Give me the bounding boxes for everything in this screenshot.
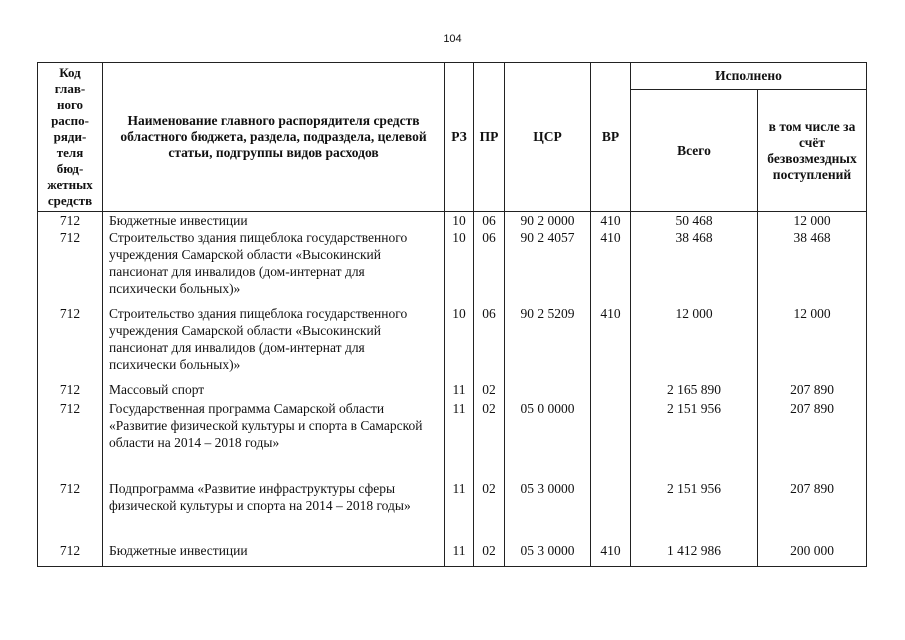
cell-total: 50 468: [631, 212, 758, 230]
cell-csr: 05 3 0000: [505, 542, 591, 566]
cell-rz: 10: [445, 212, 474, 230]
cell-free: 207 890: [758, 400, 867, 480]
cell-pr: 02: [474, 400, 505, 480]
cell-total: 2 151 956: [631, 400, 758, 480]
table-row: [38, 305, 867, 381]
cell-vr: [591, 400, 631, 480]
header-executed: Исполнено: [631, 63, 867, 90]
cell-free: 207 890: [758, 480, 867, 542]
cell-vr: 410: [591, 229, 631, 305]
header-csr: ЦСР: [505, 63, 591, 212]
table-header: [38, 63, 867, 212]
table-row: [38, 542, 867, 566]
table-row: [38, 381, 867, 400]
cell-free: 207 890: [758, 381, 867, 400]
cell-pr: 06: [474, 305, 505, 381]
cell-csr: [505, 381, 591, 400]
cell-csr: 90 2 4057: [505, 229, 591, 305]
cell-vr: [591, 381, 631, 400]
cell-name: Строительство здания пищеблока государственного учреждения Самарской области «Высокинский пансионат для инвалидов (дом-интернат для психически больных)»: [103, 229, 445, 305]
cell-name: Бюджетные инвестиции: [103, 542, 445, 566]
cell-csr: 05 0 0000: [505, 400, 591, 480]
cell-code: 712: [38, 212, 103, 230]
cell-rz: 11: [445, 542, 474, 566]
cell-rz: 10: [445, 229, 474, 305]
cell-code: 712: [38, 542, 103, 566]
cell-rz: 11: [445, 480, 474, 542]
cell-total: 2 165 890: [631, 381, 758, 400]
table-row: [38, 480, 867, 542]
cell-name: Подпрограмма «Развитие инфраструктуры сферы физической культуры и спорта на 2014 – 2018 годы»: [103, 480, 445, 542]
header-pr: ПР: [474, 63, 505, 212]
cell-rz: 10: [445, 305, 474, 381]
cell-rz: 11: [445, 400, 474, 480]
cell-csr: 90 2 5209: [505, 305, 591, 381]
cell-total: 12 000: [631, 305, 758, 381]
cell-total: 2 151 956: [631, 480, 758, 542]
cell-code: 712: [38, 381, 103, 400]
cell-name: Строительство здания пищеблока государственного учреждения Самарской области «Высокинский пансионат для инвалидов (дом-интернат для психически больных)»: [103, 305, 445, 381]
cell-total: 1 412 986: [631, 542, 758, 566]
cell-free: 12 000: [758, 212, 867, 230]
cell-pr: 02: [474, 480, 505, 542]
header-total: Всего: [631, 90, 758, 212]
cell-name: Государственная программа Самарской области «Развитие физической культуры и спорта в Самарской области на 2014 – 2018 годы»: [103, 400, 445, 480]
cell-pr: 02: [474, 381, 505, 400]
cell-free: 200 000: [758, 542, 867, 566]
cell-rz: 11: [445, 381, 474, 400]
cell-vr: 410: [591, 542, 631, 566]
cell-free: 38 468: [758, 229, 867, 305]
cell-total: 38 468: [631, 229, 758, 305]
cell-name: Бюджетные инвестиции: [103, 212, 445, 230]
header-name: Наименование главного распорядителя средств областного бюджета, раздела, подраздела, целевой статьи, подгруппы видов расходов: [103, 63, 445, 212]
cell-code: 712: [38, 480, 103, 542]
cell-code: 712: [38, 305, 103, 381]
cell-pr: 06: [474, 229, 505, 305]
table-row: [38, 400, 867, 480]
cell-vr: 410: [591, 212, 631, 230]
table-row: [38, 229, 867, 305]
table-row: [38, 212, 867, 230]
cell-csr: 05 3 0000: [505, 480, 591, 542]
header-rz: РЗ: [445, 63, 474, 212]
table-body: [38, 212, 867, 567]
header-including-free: в том числе за счёт безвозмездных поступлений: [758, 90, 867, 212]
cell-vr: 410: [591, 305, 631, 381]
header-code: Код глав- ного распо- ряди- теля бюд- жетных средств: [38, 63, 103, 212]
cell-vr: [591, 480, 631, 542]
header-vr: ВР: [591, 63, 631, 212]
cell-free: 12 000: [758, 305, 867, 381]
page-number: 104: [443, 33, 462, 45]
cell-csr: 90 2 0000: [505, 212, 591, 230]
cell-pr: 06: [474, 212, 505, 230]
cell-code: 712: [38, 400, 103, 480]
budget-table: [37, 62, 867, 567]
cell-name: Массовый спорт: [103, 381, 445, 400]
cell-pr: 02: [474, 542, 505, 566]
cell-code: 712: [38, 229, 103, 305]
